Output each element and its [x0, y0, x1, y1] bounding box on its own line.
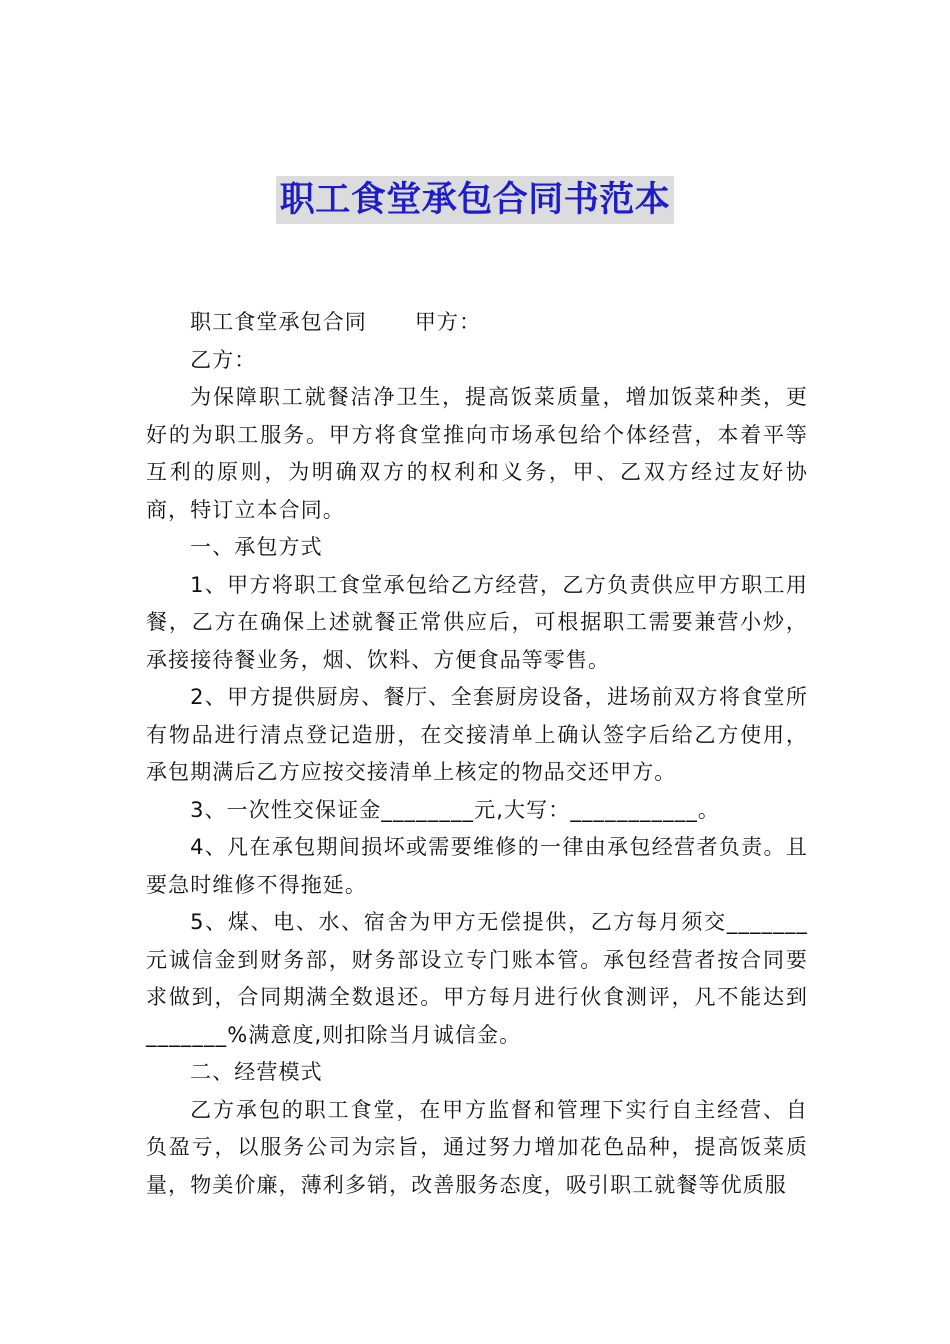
- preamble-paragraph: 为保障职工就餐洁净卫生，提高饭菜质量，增加饭菜种类，更好的为职工服务。甲方将食堂推向市场承包给个体经营，本着平等互利的原则，为明确双方的权利和义务，甲、乙双方经过友好协商，特订立本合同。: [146, 385, 808, 522]
- clause-3: 3、一次性交保证金________元,大写：___________。: [190, 797, 721, 822]
- clause-2: 2、甲方提供厨房、餐厅、全套厨房设备，进场前双方将食堂所有物品进行清点登记造册，在交接清单上确认签字后给乙方使用，承包期满后乙方应按交接清单上核定的物品交还甲方。: [146, 685, 808, 784]
- contract-name: 职工食堂承包合同: [190, 310, 367, 334]
- clause-4: 4、凡在承包期间损坏或需要维修的一律由承包经营者负责。且要急时维修不得拖延。: [146, 835, 808, 897]
- clause-5: 5、煤、电、水、宿舍为甲方无偿提供，乙方每月须交_______元诚信金到财务部，财务部设立专门账本管。承包经营者按合同要求做到，合同期满全数退还。甲方每月进行伙食测评，凡不能达到_______%满意度,则扣除当月诚信金。: [146, 910, 808, 1047]
- business-model-paragraph: 乙方承包的职工食堂，在甲方监督和管理下实行自主经营、自负盈亏，以服务公司为宗旨，通过努力增加花色品种，提高饭菜质量，物美价廉，薄利多销，改善服务态度，吸引职工就餐等优质服: [146, 1097, 808, 1197]
- party-a-label: 甲方：: [414, 310, 482, 334]
- section-heading-contract-method: 一、承包方式: [190, 535, 323, 559]
- document-title: 职工食堂承包合同书范本: [276, 176, 675, 224]
- title-container: [0, 176, 950, 224]
- party-b-label: 乙方：: [190, 347, 257, 372]
- clause-1: 1、甲方将职工食堂承包给乙方经营，乙方负责供应甲方职工用餐，乙方在确保上述就餐正常供应后，可根据职工需要兼营小炒，承接接待餐业务，烟、饮料、方便食品等零售。: [146, 572, 808, 672]
- contract-header-line: [146, 304, 808, 342]
- contract-body: [146, 304, 808, 1204]
- section-heading-business-model: 二、经营模式: [190, 1060, 323, 1084]
